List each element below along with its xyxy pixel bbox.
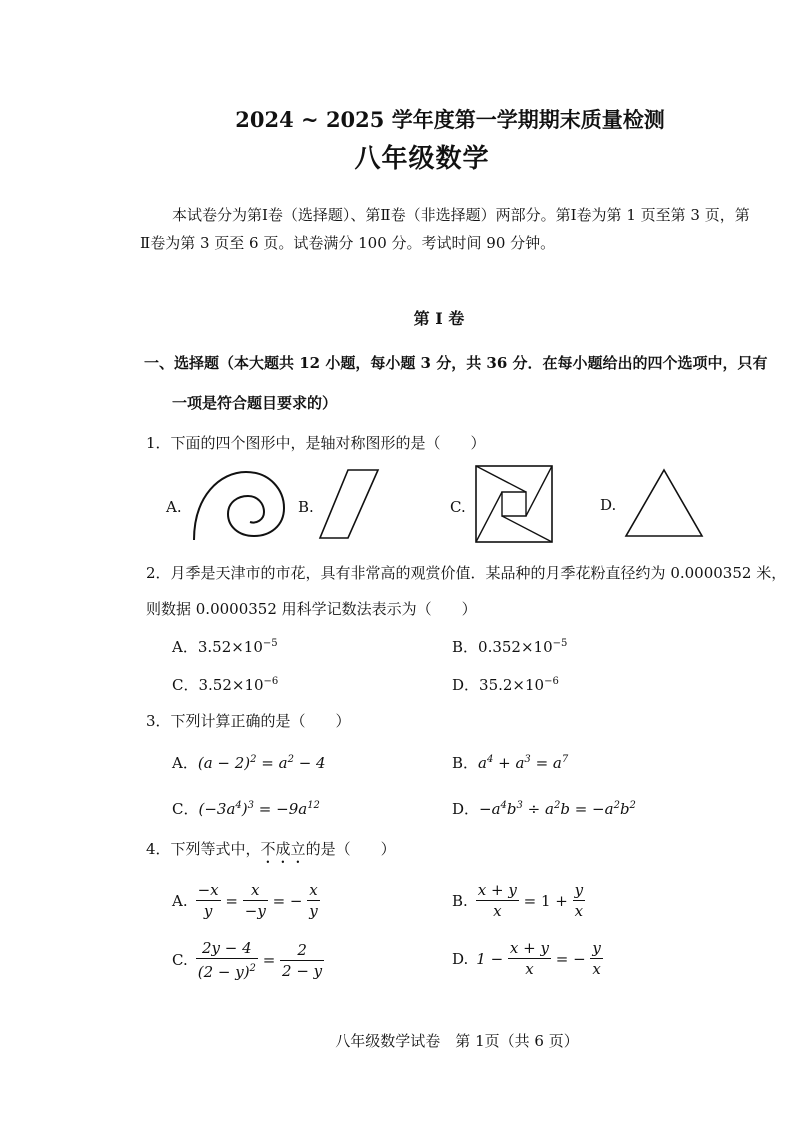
q2-stem-line1: 2．月季是天津市的市花，具有非常高的观赏价值．某品种的月季花粉直径约为 0.0000352 米， [146, 564, 787, 582]
exam-title: 2024 ~ 2025 学年度第一学期期末质量检测 [235, 107, 665, 132]
intro-line1: 本试卷分为第Ⅰ卷（选择题）、第Ⅱ卷（非选择题）两部分。第Ⅰ卷为第 1 页至第 3 页，第 [172, 206, 750, 224]
q4-option-a: A. $\frac{-x}{y}$ = $\frac{x}{-y}$ = − $\frac{x}{y}$ [172, 881, 318, 920]
page-footer: 八年级数学试卷 第 1页（共 6 页） [335, 1032, 579, 1050]
q3-stem: 3．下列计算正确的是（ ） [146, 712, 351, 730]
section-heading-line1: 一、选择题（本大题共 12 小题，每小题 3 分，共 36 分．在每小题给出的四个选项中，只有 [144, 354, 768, 372]
q3-option-b: B．$a^4 + a^3 = a^7$ [452, 754, 569, 772]
intro-line2: Ⅱ卷为第 3 页至 6 页。试卷满分 100 分。考试时间 90 分钟。 [140, 234, 556, 252]
q4-option-b: B. $\frac{x + y}{x}$ = 1 + $\frac{y}{x}$ [452, 881, 584, 920]
q1-stem: 1．下面的四个图形中，是轴对称图形的是（ ） [146, 434, 486, 452]
q3-option-a: A．$(a - 2)^2 = a^2 - 4$ [172, 754, 326, 772]
q1-label-b: B. [298, 498, 314, 516]
q1-label-d: D. [600, 496, 617, 514]
q2-option-c: C．$3.52\times 10^{-6}$ [172, 676, 279, 694]
q1-label-a: A. [166, 498, 182, 516]
volume-title: 第 Ⅰ 卷 [413, 309, 465, 328]
q2-option-d: D．$35.2\times 10^{-6}$ [452, 676, 559, 694]
spiral-figure [190, 466, 288, 542]
q2-option-b: B．$0.352\times 10^{-5}$ [452, 638, 568, 656]
parallelogram-figure [318, 466, 380, 542]
q4-option-d: D. 1 − $\frac{x + y}{x}$ = − $\frac{y}{x}$ [452, 939, 601, 978]
q2-option-a: A．$3.52\times 10^{-5}$ [172, 638, 278, 656]
q4-stem: 4．下列等式中，不成立的是（ ） [146, 840, 396, 858]
q1-label-c: C. [450, 498, 466, 516]
q2-stem-line2: 则数据 0.0000352 用科学记数法表示为（ ） [146, 600, 477, 618]
q4-option-c: C. $\frac{2y - 4}{(2 - y)^2}$ = $\frac{2}{2 - y}$ [172, 939, 323, 981]
q3-option-c: C．$(-3a^4)^3 = -9a^{12}$ [172, 800, 320, 818]
exam-subject: 八年级数学 [354, 144, 490, 174]
q3-option-d: D．$-a^4b^3 \div a^2b = -a^2b^2$ [452, 800, 636, 818]
pinwheel-square-figure [474, 464, 554, 544]
section-heading-line2: 一项是符合题目要求的） [172, 394, 338, 412]
triangle-figure [624, 466, 706, 540]
